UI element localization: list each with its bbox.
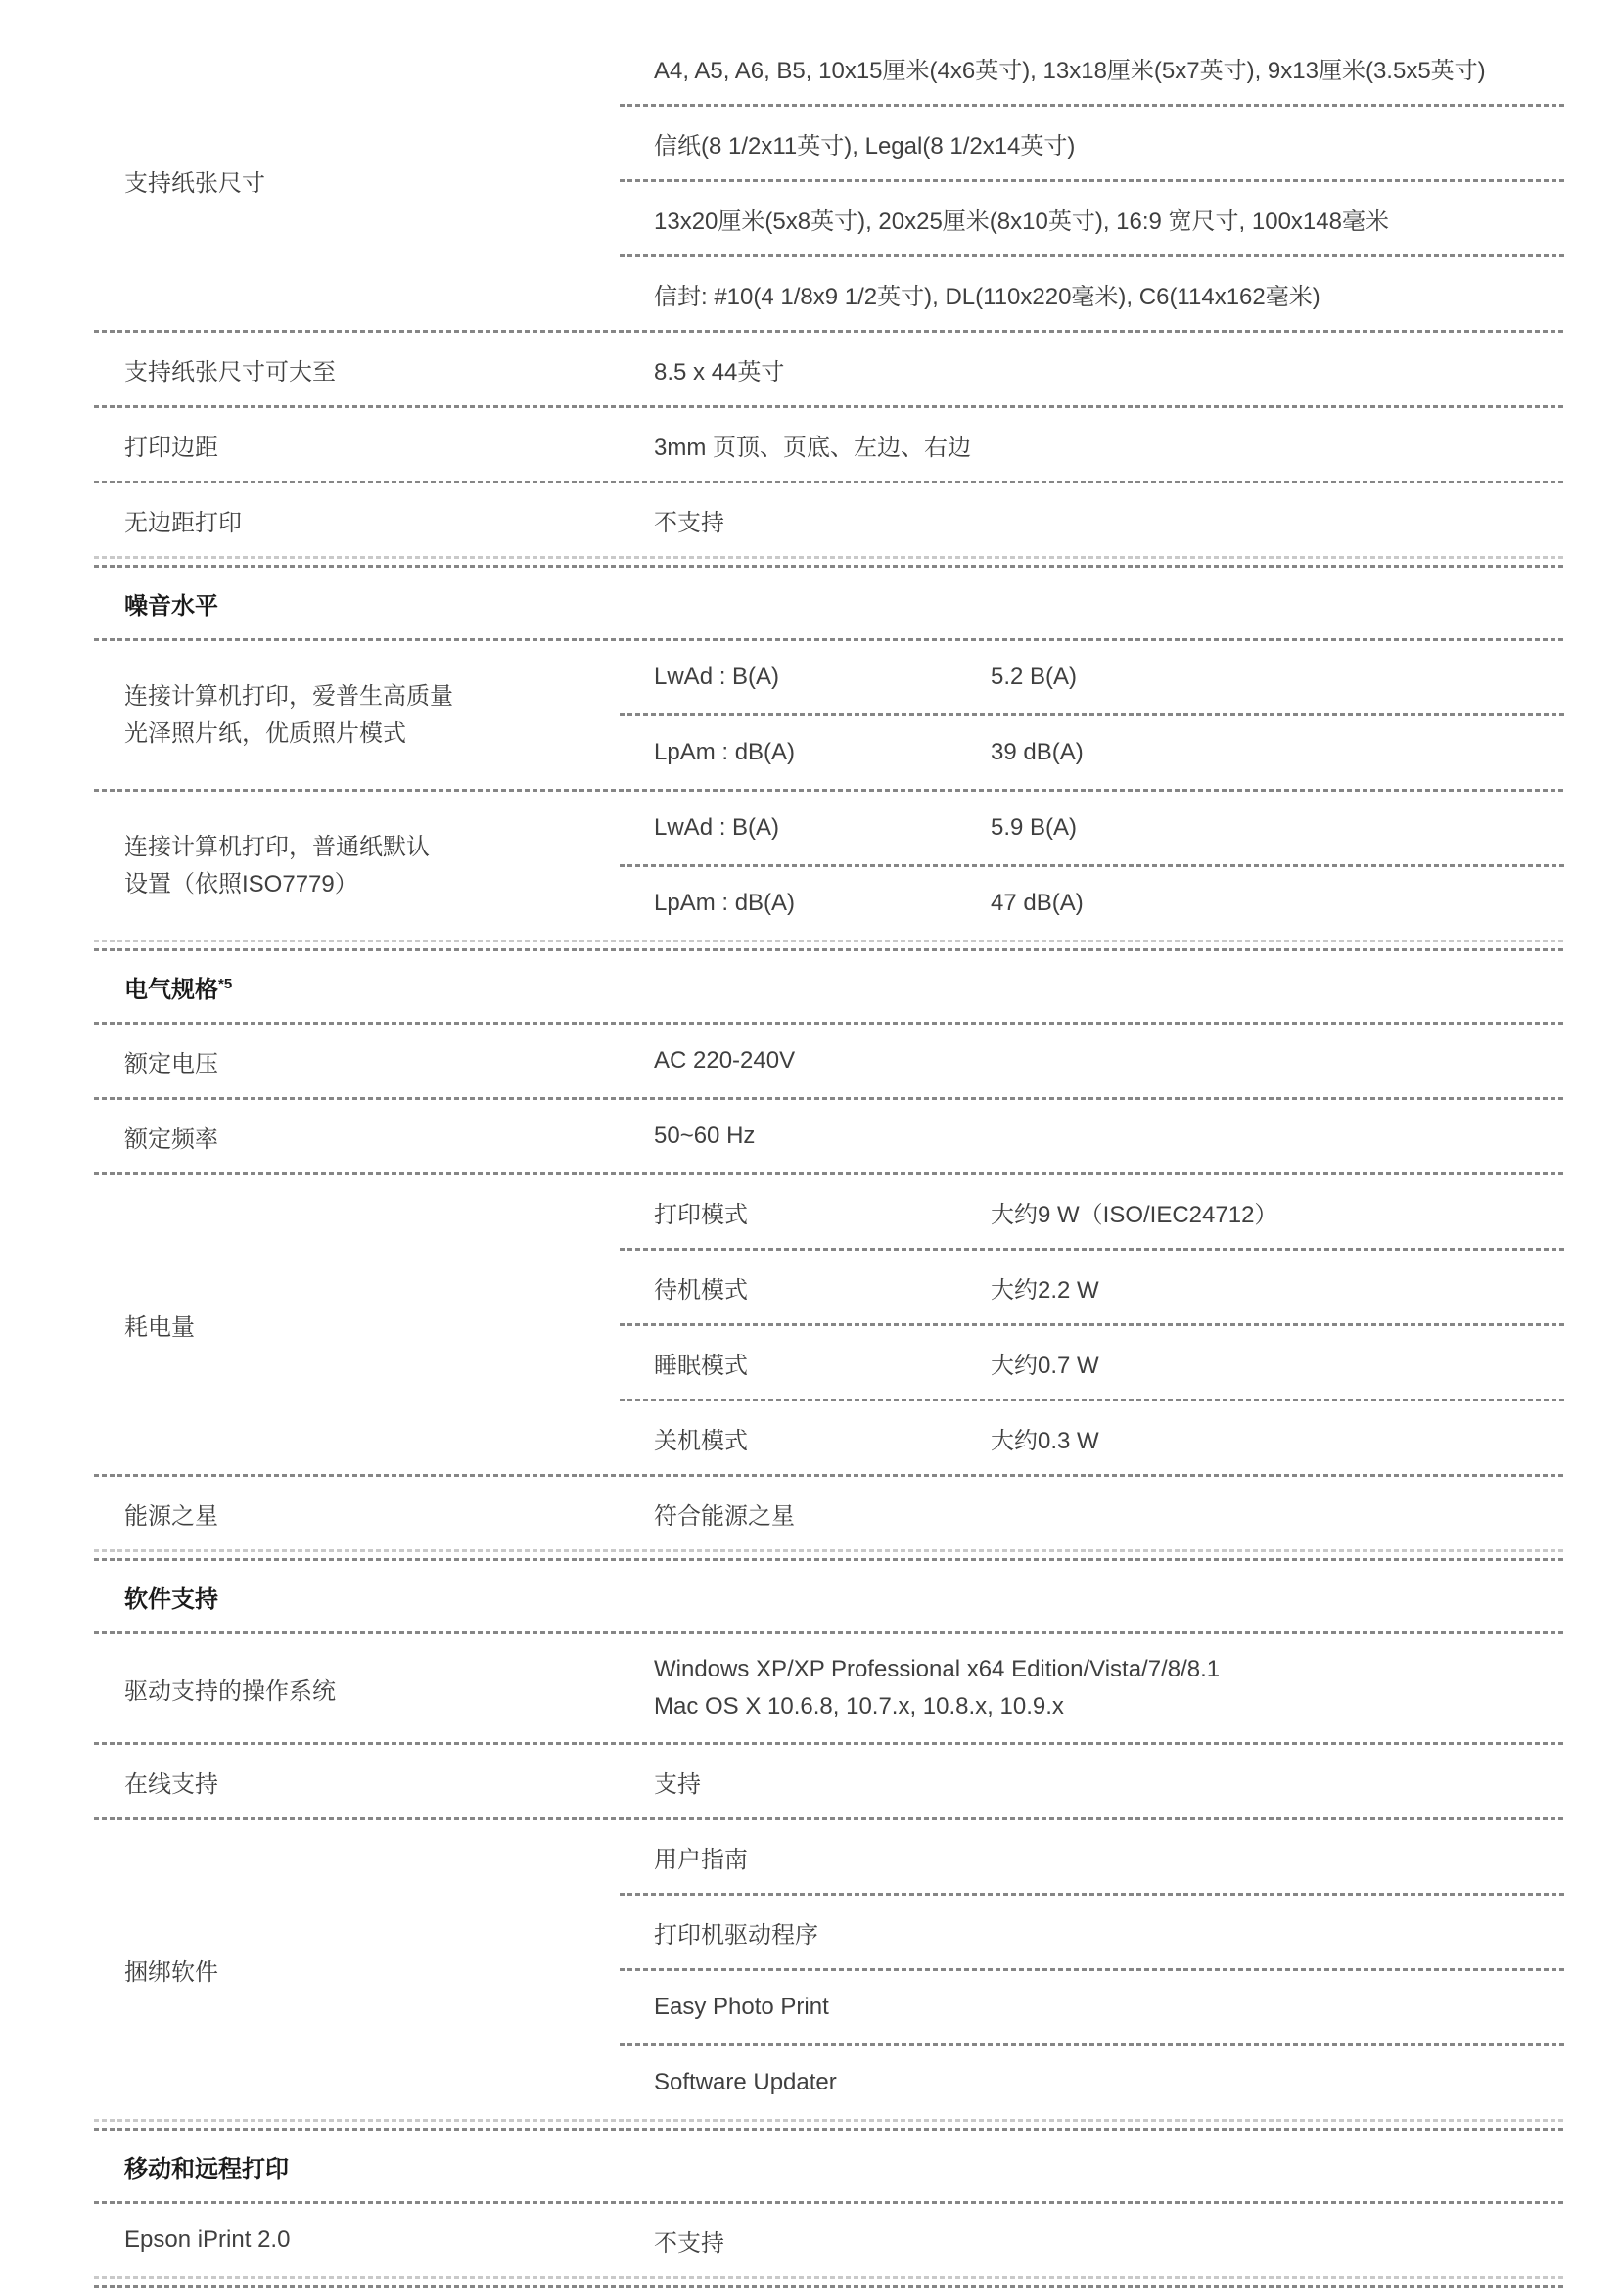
row-energy-star [94,1477,1566,1549]
paper-size-item: 信纸(8 1/2x11英寸), Legal(8 1/2x14英寸) [654,132,1076,160]
power-mode-name: 睡眠模式 [654,1352,748,1379]
row-label-text: 能源之星 [124,1502,218,1530]
power-mode-name: 关机模式 [654,1427,748,1454]
power-mode-name: 待机模式 [654,1276,748,1304]
bundled-item: 用户指南 [654,1846,748,1873]
row-paper-size [94,31,1566,330]
noise-metric-row [627,716,1566,789]
noise-plain-label [94,829,627,903]
row-rated-frequency [94,1100,1566,1172]
section-title-text: 噪音水平 [124,592,218,620]
row-label-text: 额定电压 [124,1050,218,1078]
footnote-marker: *5 [218,975,233,992]
noise-photo-values [627,641,1566,789]
power-mode-value: 大约0.7 W [991,1352,1099,1379]
power-mode-row [627,1251,1566,1323]
section-title-text: 电气规格 [124,976,218,1003]
row-value-text: 支持 [654,1770,701,1798]
paper-size-item: A4, A5, A6, B5, 10x15厘米(4x6英寸), 13x18厘米(5x7英寸), 9x13厘米(3.5x5英寸) [654,57,1486,84]
section-title [94,1580,218,1614]
noise-plain-values [627,792,1566,940]
noise-metric-row [627,641,1566,713]
paper-size-label [94,163,627,198]
noise-metric-value: 47 dB(A) [991,890,1084,916]
paper-size-item-row [627,257,1566,330]
noise-photo-label [94,678,627,753]
section-header-electrical [94,951,1566,1022]
bundled-item-row [627,1820,1566,1893]
section-title [94,2149,289,2183]
noise-metric-name: LpAm : dB(A) [654,890,796,916]
row-label-text: 打印边距 [124,434,218,461]
power-mode-row [627,1326,1566,1399]
paper-size-values [627,31,1566,330]
power-label [94,1308,627,1342]
row-max-paper-size [94,333,1566,405]
section-header-software [94,1561,1566,1631]
row-value-text: 不支持 [654,2229,724,2257]
noise-metric-name: LwAd : B(A) [654,664,780,690]
row-os-support [94,1634,1566,1742]
row-epson-iprint [94,2204,1566,2276]
os-value-line2: Mac OS X 10.6.8, 10.7.x, 10.8.x, 10.9.x [654,1693,1064,1720]
section-header-noise [94,568,1566,638]
bundled-item: 打印机驱动程序 [654,1921,818,1949]
paper-size-item: 信封: #10(4 1/8x9 1/2英寸), DL(110x220毫米), C6(114x162毫米) [654,283,1320,310]
noise-metric-row [627,867,1566,940]
row-value-text: 3mm 页顶、页底、左边、右边 [654,434,971,461]
power-mode-value: 大约9 W（ISO/IEC24712） [991,1201,1278,1228]
row-noise-photo [94,641,1566,789]
noise-metric-row [627,792,1566,864]
row-label-text: 耗电量 [124,1314,195,1341]
power-mode-value: 大约0.3 W [991,1427,1099,1454]
power-mode-name: 打印模式 [654,1201,748,1228]
row-label-text: 无边距打印 [124,509,242,536]
os-value [627,1651,1566,1725]
row-online-support [94,1745,1566,1817]
noise-metric-value: 39 dB(A) [991,739,1084,765]
row-value-text: 不支持 [654,509,724,536]
row-label-text: 捆绑软件 [124,1959,218,1986]
noise-metric-name: LwAd : B(A) [654,814,780,841]
power-values [627,1175,1566,1474]
row-value-text: 8.5 x 44英寸 [654,358,785,386]
row-borderless-print [94,483,1566,556]
row-label-line1: 连接计算机打印，普通纸默认 [124,833,430,860]
row-noise-plain [94,792,1566,940]
row-label-text: Epson iPrint 2.0 [124,2227,291,2253]
section-header-mobile [94,2131,1566,2201]
row-label-line1: 连接计算机打印，爱普生高质量 [124,682,453,710]
row-bundled-software [94,1820,1566,2119]
row-print-margin [94,408,1566,481]
os-value-line1: Windows XP/XP Professional x64 Edition/Vista/7/8/8.1 [654,1656,1221,1682]
row-label-line2: 设置（依照ISO7779） [124,870,358,897]
noise-metric-value: 5.9 B(A) [991,814,1078,841]
row-label-text: 支持纸张尺寸 [124,170,265,197]
bundled-item-row [627,2046,1566,2119]
row-rated-voltage [94,1025,1566,1097]
paper-size-item-row [627,107,1566,179]
paper-size-item: 13x20厘米(5x8英寸), 20x25厘米(8x10英寸), 16:9 宽尺寸, 100x148毫米 [654,207,1389,235]
bundled-item-row [627,1971,1566,2043]
row-label-text: 额定频率 [124,1125,218,1153]
power-mode-row [627,1175,1566,1248]
bundled-items [627,1820,1566,2119]
bundled-item: Software Updater [654,2069,837,2095]
paper-size-item-row [627,31,1566,104]
power-mode-row [627,1401,1566,1474]
section-title-text: 软件支持 [124,1585,218,1613]
section-title [94,970,232,1004]
row-value-text: 符合能源之星 [654,1502,795,1530]
bundled-label [94,1952,627,1987]
section-title-text: 移动和远程打印 [124,2155,289,2182]
row-value-text: AC 220-240V [654,1047,796,1074]
paper-size-item-row [627,182,1566,254]
section-separator [94,2285,1566,2288]
row-value-text: 50~60 Hz [654,1123,756,1149]
row-power-consumption [94,1175,1566,1474]
bundled-item: Easy Photo Print [654,1994,829,2020]
bundled-item-row [627,1896,1566,1968]
row-label-line2: 光泽照片纸，优质照片模式 [124,719,406,747]
noise-metric-name: LpAm : dB(A) [654,739,796,765]
section-title [94,586,218,620]
power-mode-value: 大约2.2 W [991,1276,1099,1304]
row-label-text: 在线支持 [124,1770,218,1798]
row-label-text: 驱动支持的操作系统 [124,1677,336,1705]
noise-metric-value: 5.2 B(A) [991,664,1078,690]
row-label-text: 支持纸张尺寸可大至 [124,358,336,386]
